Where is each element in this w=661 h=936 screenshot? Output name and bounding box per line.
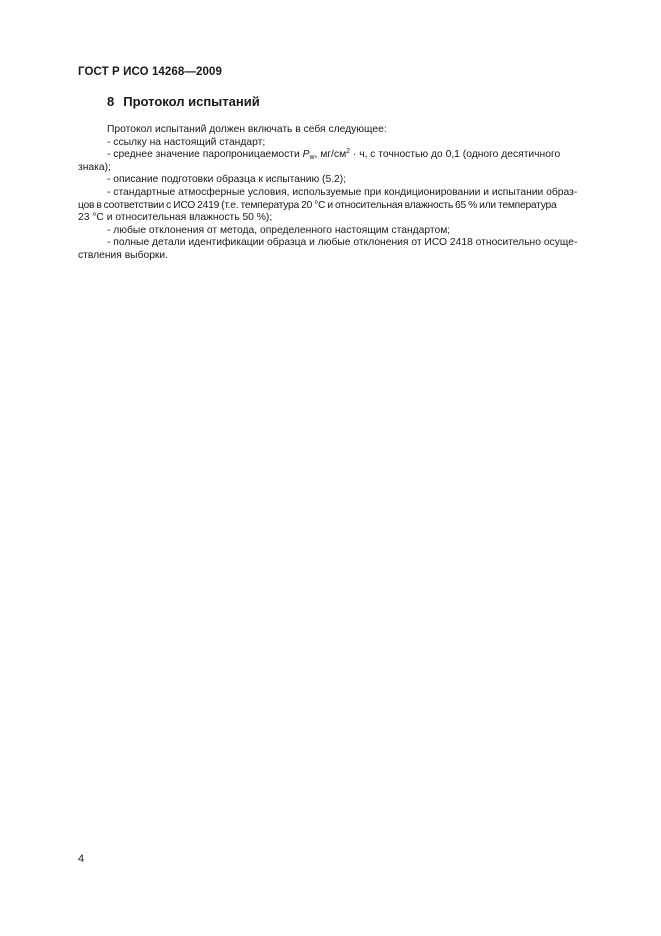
page-number: 4	[78, 853, 85, 865]
item6-line1: - полные детали идентификации образца и любые отклонения от ИСО 2418 относительно осуще-	[107, 237, 578, 249]
section-title: Протокол испытаний	[123, 94, 260, 109]
intro-paragraph: Протокол испытаний должен включать в себя следующее:	[107, 124, 387, 135]
document-header-standard-id: ГОСТ Р ИСО 14268—2009	[78, 66, 223, 78]
list-item-sample-preparation: - описание подготовки образца к испытанию (5.2);	[107, 174, 347, 186]
section-body	[78, 124, 615, 263]
list-item-permeability-value	[78, 149, 615, 174]
list-item-sample-identification	[78, 237, 615, 262]
item6-line2: ствления выборки.	[78, 249, 169, 261]
unit-superscript: 2	[346, 148, 351, 156]
permeability-subscript: w	[309, 154, 315, 162]
item2-text-before: - среднее значение паропроницаемости	[107, 149, 303, 161]
item2-unit: , мг/см	[314, 149, 347, 161]
permeability-symbol: P	[302, 149, 310, 161]
list-item-method-deviations: - любые отклонения от метода, определенного настоящим стандартом;	[107, 224, 451, 236]
item2-continuation: знака);	[78, 161, 111, 173]
item4-line1: - стандартные атмосферные условия, используемые при кондиционировании и испытании образ-	[107, 186, 578, 198]
section-number: 8	[107, 94, 115, 109]
section-heading	[107, 94, 260, 109]
list-item-standard-reference: - ссылку на настоящий стандарт;	[107, 136, 266, 148]
item4-line3: 23 °С и относительная влажность 50 %);	[78, 212, 273, 224]
item2-text-after: · ч, с точностью до 0,1 (одного десятичного	[350, 149, 561, 161]
list-item-atmospheric-conditions	[78, 187, 615, 225]
item4-line2: цов в соответствии с ИСО 2419 (т.е. температура 20 °С и относительная влажность 65 % или температура	[78, 199, 557, 211]
